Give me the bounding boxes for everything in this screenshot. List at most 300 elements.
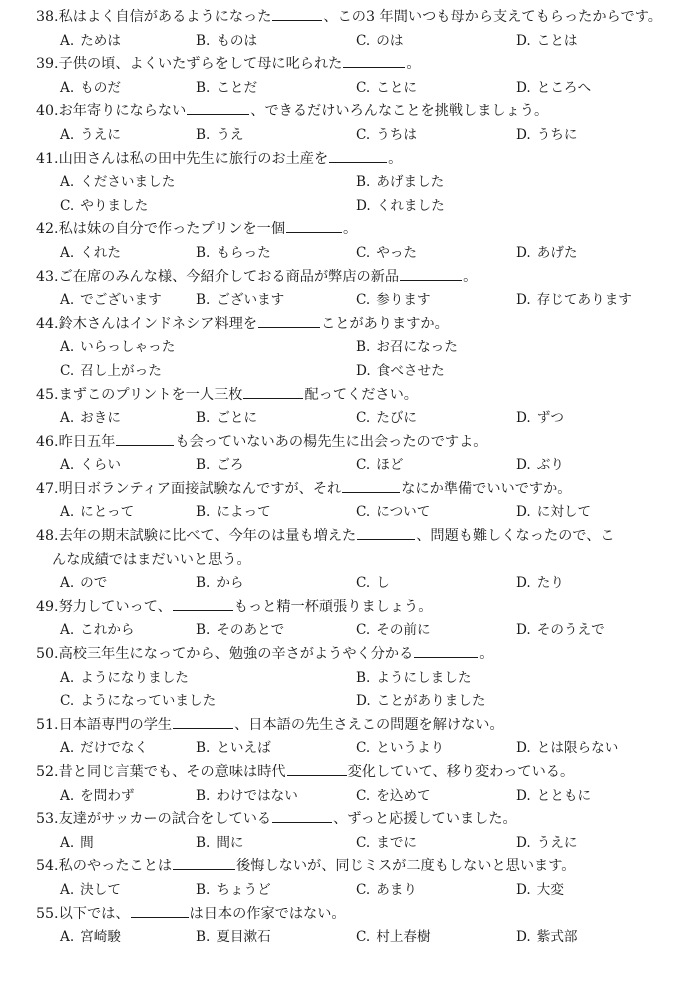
stem-text-before: 山田さんは私の田中先生に旅行のお土産を [58, 150, 329, 167]
option-letter: D. [516, 881, 531, 898]
question-number: 46. [36, 433, 59, 450]
answer-option[interactable] [356, 124, 417, 148]
option-text: とともに [536, 787, 592, 804]
answer-option[interactable] [60, 667, 189, 691]
option-letter: B. [196, 929, 211, 946]
answer-option[interactable] [516, 77, 591, 101]
answer-option[interactable] [356, 785, 431, 809]
answer-option[interactable] [356, 195, 445, 219]
option-text: 決して [80, 881, 121, 898]
question-number: 55. [36, 905, 59, 922]
option-text: たびに [376, 410, 418, 427]
answer-option[interactable] [516, 926, 578, 950]
answer-option[interactable] [356, 30, 403, 54]
option-letter: D. [356, 362, 371, 379]
option-letter: A. [60, 79, 75, 96]
stem-text-before: お年寄りにならない [58, 103, 187, 120]
answer-option[interactable] [196, 619, 284, 643]
option-letter: D. [516, 575, 531, 592]
answer-option[interactable] [356, 360, 445, 384]
stem-text-after: 、ずっと応援していました。 [333, 811, 517, 828]
stem-text-before: 子供の頃、よくいたずらをして母に叱られた [58, 56, 343, 73]
option-text: というより [376, 740, 445, 757]
options-row [36, 289, 688, 313]
stem-text-continued: んな成績ではまだいいと思う。 [52, 551, 251, 568]
answer-option[interactable] [356, 879, 417, 903]
options-row [36, 336, 688, 360]
option-text: やった [376, 244, 418, 261]
answer-option[interactable] [60, 124, 121, 148]
option-letter: B. [196, 740, 211, 757]
question-stem [36, 53, 688, 77]
answer-option[interactable] [356, 501, 430, 525]
option-letter: C. [356, 457, 371, 474]
question-stem [36, 384, 688, 408]
answer-blank[interactable] [243, 385, 303, 399]
stem-text-after: 。 [388, 150, 403, 167]
answer-option[interactable] [196, 289, 284, 313]
stem-text-after: 、この3 年間いつも母から支えてもらったからです。 [323, 9, 662, 25]
answer-option[interactable] [60, 926, 121, 950]
option-letter: C. [356, 881, 371, 898]
option-text: うえに [536, 834, 578, 851]
options-row [36, 785, 688, 809]
option-letter: C. [60, 693, 75, 710]
answer-option[interactable] [196, 737, 271, 761]
option-letter: A. [60, 292, 75, 309]
option-text: によって [216, 504, 271, 521]
option-text: 参ります [376, 292, 431, 309]
answer-option[interactable] [60, 77, 121, 101]
option-letter: D. [516, 929, 531, 946]
option-text: ようになりました [80, 669, 189, 686]
option-text: でございます [80, 292, 162, 309]
option-letter: D. [516, 126, 531, 143]
option-text: あげました [376, 174, 445, 191]
answer-option[interactable] [516, 124, 578, 148]
option-text: いらっしゃった [80, 339, 176, 356]
option-text: もらった [216, 244, 271, 261]
option-letter: B. [356, 669, 371, 686]
option-letter: B. [196, 79, 211, 96]
options-row [36, 667, 688, 691]
stem-text-after: ことがありますか。 [321, 315, 449, 332]
option-text: くらい [80, 457, 121, 474]
answer-option[interactable] [60, 195, 148, 219]
answer-option[interactable] [60, 879, 121, 903]
answer-option[interactable] [356, 289, 431, 313]
answer-option[interactable] [356, 690, 486, 714]
option-letter: A. [60, 740, 75, 757]
question-number: 45. [36, 386, 59, 403]
answer-option[interactable] [196, 785, 298, 809]
option-text: 召し上がった [80, 362, 162, 379]
option-letter: D. [516, 622, 531, 639]
option-letter: D. [516, 79, 531, 96]
options-row [36, 30, 688, 54]
answer-option[interactable] [60, 407, 121, 431]
options-row [36, 124, 688, 148]
option-letter: A. [60, 457, 75, 474]
stem-text-before: 私は妹の自分で作ったプリンを一個 [58, 221, 286, 238]
stem-text-before: 高校三年生になってから、勉強の辛さがようやく分かる [58, 646, 414, 663]
option-letter: B. [196, 292, 211, 309]
option-letter: C. [356, 126, 371, 143]
answer-option[interactable] [196, 454, 244, 478]
option-letter: A. [60, 32, 75, 49]
option-letter: A. [60, 622, 75, 639]
options-row [36, 242, 688, 266]
option-letter: A. [60, 339, 75, 356]
options-row [36, 926, 688, 950]
option-text: あげた [536, 244, 578, 261]
options-row [36, 879, 688, 903]
answer-blank[interactable] [414, 644, 478, 658]
option-text: うえ [216, 126, 244, 143]
question-stem [36, 148, 688, 172]
answer-option[interactable] [356, 454, 403, 478]
answer-option[interactable] [60, 572, 107, 596]
question-number: 51. [36, 716, 59, 733]
answer-option[interactable] [516, 832, 578, 856]
option-text: その前に [376, 622, 431, 639]
answer-blank[interactable] [343, 54, 405, 68]
stem-text-before: 昨日五年 [58, 433, 116, 450]
option-text: 存じてあります [536, 292, 632, 309]
options-row [36, 737, 688, 761]
option-letter: B. [356, 174, 371, 191]
option-letter: C. [356, 504, 371, 521]
option-letter: C. [356, 32, 371, 49]
options-row [36, 501, 688, 525]
answer-blank[interactable] [272, 809, 332, 823]
answer-option[interactable] [196, 124, 244, 148]
answer-option[interactable] [60, 737, 148, 761]
option-letter: B. [356, 339, 371, 356]
answer-option[interactable] [60, 360, 162, 384]
option-text: ようになっていました [80, 693, 217, 710]
option-letter: D. [516, 244, 531, 261]
question-stem [36, 808, 688, 832]
option-letter: A. [60, 410, 75, 427]
answer-blank[interactable] [173, 597, 233, 611]
option-letter: A. [60, 669, 75, 686]
answer-option[interactable] [196, 832, 244, 856]
answer-option[interactable] [356, 336, 458, 360]
question-stem [36, 903, 688, 927]
option-letter: B. [196, 881, 211, 898]
question-stem [36, 761, 688, 785]
answer-option[interactable] [356, 737, 444, 761]
option-text: に対して [536, 504, 592, 521]
option-text: ちょうど [216, 881, 271, 898]
option-text: にとって [80, 504, 135, 521]
option-text: わけではない [216, 787, 298, 804]
option-letter: B. [196, 244, 211, 261]
stem-text-after: 、できるだけいろんなことを挑戦しましょう。 [250, 103, 549, 120]
answer-option[interactable] [60, 690, 216, 714]
option-letter: C. [356, 834, 371, 851]
options-row [36, 572, 688, 596]
question-stem [36, 266, 688, 290]
option-text: ごとに [216, 410, 258, 427]
stem-text-after: も会っていないあの楊先生に出会ったのですよ。 [175, 433, 488, 450]
answer-blank[interactable] [329, 149, 387, 163]
question-number: 53. [36, 811, 59, 828]
option-letter: A. [60, 126, 75, 143]
option-text: 大変 [536, 881, 564, 898]
option-text: 紫式部 [536, 929, 578, 946]
answer-blank[interactable] [286, 219, 342, 233]
stem-text-before: 日本語専門の学生 [58, 716, 173, 733]
option-letter: B. [196, 126, 211, 143]
option-letter: A. [60, 244, 75, 261]
option-text: のは [376, 32, 404, 49]
answer-blank[interactable] [258, 314, 320, 328]
question-number: 47. [36, 480, 59, 497]
option-letter: D. [516, 740, 531, 757]
answer-option[interactable] [356, 407, 417, 431]
answer-option[interactable] [516, 289, 632, 313]
stem-text-before: ご在席のみんな様、今紹介しておる商品が弊店の新品 [58, 268, 400, 285]
option-text: うちは [376, 126, 418, 143]
option-text: から [216, 575, 244, 592]
option-text: 宮崎駿 [80, 929, 121, 946]
option-letter: C. [356, 575, 371, 592]
answer-option[interactable] [60, 336, 175, 360]
question-number: 50. [36, 646, 59, 663]
answer-option[interactable] [356, 619, 431, 643]
stem-text-before: 明日ボランティア面接試験なんですが、それ [58, 480, 342, 497]
options-row [36, 619, 688, 643]
option-letter: D. [356, 197, 371, 214]
answer-option[interactable] [196, 501, 271, 525]
answer-option[interactable] [356, 171, 444, 195]
option-text: くれました [376, 197, 445, 214]
option-letter: C. [356, 292, 371, 309]
option-text: といえば [216, 740, 271, 757]
answer-option[interactable] [196, 926, 271, 950]
answer-option[interactable] [60, 242, 121, 266]
question-stem [36, 431, 688, 455]
answer-blank[interactable] [400, 267, 462, 281]
option-letter: C. [356, 244, 371, 261]
question-stem [36, 313, 688, 337]
answer-option[interactable] [516, 619, 605, 643]
stem-text-after: 、日本語の先生さえこの問題を解けない。 [234, 716, 504, 733]
answer-option[interactable] [60, 30, 121, 54]
answer-blank[interactable] [287, 762, 347, 776]
answer-blank[interactable] [173, 715, 233, 729]
question-number: 39. [36, 56, 59, 73]
options-row [36, 832, 688, 856]
answer-option[interactable] [516, 454, 564, 478]
option-letter: C. [356, 410, 371, 427]
answer-option[interactable] [516, 501, 591, 525]
stem-text-after: もっと精一杯頑張りましょう。 [233, 598, 433, 615]
stem-text-before: 私のやったことは [58, 858, 173, 875]
option-letter: A. [60, 575, 75, 592]
stem-text-before: 鈴木さんはインドネシア料理を [58, 315, 258, 332]
answer-option[interactable] [60, 832, 94, 856]
option-text: くれた [80, 244, 121, 261]
answer-option[interactable] [356, 242, 417, 266]
option-letter: D. [516, 410, 531, 427]
options-row [36, 360, 688, 384]
option-letter: D. [516, 787, 531, 804]
answer-option[interactable] [516, 407, 564, 431]
answer-blank[interactable] [173, 856, 235, 870]
stem-text-after: 変化していて、移り変わっている。 [347, 764, 575, 780]
option-letter: A. [60, 834, 75, 851]
option-text: ございます [216, 292, 285, 309]
option-letter: D. [516, 457, 531, 474]
answer-option[interactable] [60, 785, 135, 809]
option-letter: A. [60, 929, 75, 946]
stem-text-after: 。 [479, 646, 494, 663]
stem-text-after: 。 [406, 56, 421, 73]
option-text: あまり [376, 881, 418, 898]
option-letter: C. [356, 787, 371, 804]
option-text: について [376, 504, 431, 521]
question-number: 43. [36, 268, 59, 285]
option-letter: D. [516, 292, 531, 309]
option-text: ところへ [536, 79, 592, 96]
stem-text-before: 友達がサッカーの試合をしている [58, 811, 272, 828]
answer-option[interactable] [516, 785, 591, 809]
answer-option[interactable] [60, 171, 175, 195]
answer-option[interactable] [516, 30, 578, 54]
answer-option[interactable] [196, 77, 257, 101]
stem-text-after: 配ってください。 [304, 386, 418, 403]
answer-option[interactable] [516, 879, 564, 903]
answer-blank[interactable] [357, 526, 415, 540]
stem-text-after: 。 [343, 221, 358, 238]
stem-text-before: まずこのプリントを一人三枚 [58, 386, 243, 403]
option-text: ほど [376, 457, 404, 474]
option-letter: B. [196, 32, 211, 49]
answer-blank[interactable] [131, 904, 189, 918]
option-text: を問わず [80, 787, 135, 804]
option-text: ぶり [536, 457, 564, 474]
answer-option[interactable] [356, 832, 417, 856]
answer-option[interactable] [60, 454, 121, 478]
question-number: 42. [36, 221, 59, 238]
answer-option[interactable] [60, 501, 134, 525]
option-letter: B. [196, 622, 211, 639]
option-letter: C. [356, 622, 371, 639]
options-row [36, 171, 688, 195]
answer-option[interactable] [196, 242, 271, 266]
answer-option[interactable] [196, 572, 244, 596]
options-row [36, 690, 688, 714]
answer-blank[interactable] [342, 479, 400, 493]
option-letter: D. [516, 834, 531, 851]
option-text: 間 [80, 834, 94, 851]
stem-text-before: 去年の期末試験に比べて、今年のは量も増えた [58, 528, 357, 545]
question-stem [36, 6, 688, 30]
answer-blank[interactable] [116, 432, 174, 446]
option-text: ためは [80, 32, 121, 49]
answer-option[interactable] [60, 619, 135, 643]
option-letter: A. [60, 504, 75, 521]
option-letter: D. [516, 32, 531, 49]
answer-option[interactable] [356, 926, 431, 950]
stem-text-after: は日本の作家ではない。 [189, 905, 346, 922]
option-letter: C. [60, 197, 75, 214]
question-stem [36, 525, 688, 572]
answer-blank[interactable] [187, 101, 249, 115]
options-row [36, 77, 688, 101]
option-text: これから [80, 622, 135, 639]
option-text: までに [376, 834, 418, 851]
option-text: ものだ [80, 79, 121, 96]
question-number: 49. [36, 598, 59, 615]
option-letter: B. [196, 504, 211, 521]
option-text: おきに [80, 410, 121, 427]
option-text: ことだ [216, 79, 258, 96]
option-text: ので [80, 575, 108, 592]
option-letter: C. [356, 79, 371, 96]
answer-option[interactable] [516, 737, 618, 761]
option-text: だけでなく [80, 740, 149, 757]
options-row [36, 407, 688, 431]
option-text: 間に [216, 834, 244, 851]
option-letter: B. [196, 575, 211, 592]
answer-option[interactable] [516, 572, 564, 596]
option-text: ずつ [536, 410, 564, 427]
option-text: ことに [376, 79, 418, 96]
answer-option[interactable] [356, 667, 471, 691]
option-letter: B. [196, 834, 211, 851]
option-text: ことがありました [376, 693, 486, 710]
question-stem [36, 714, 688, 738]
stem-text-before: 努力していって、 [58, 598, 172, 615]
option-text: 食べさせた [376, 362, 445, 379]
options-row [36, 195, 688, 219]
option-text: ものは [216, 32, 258, 49]
answer-option[interactable] [516, 242, 578, 266]
answer-option[interactable] [356, 572, 390, 596]
option-letter: A. [60, 787, 75, 804]
stem-text-after: 後悔しないが、同じミスが二度もしないと思います。 [236, 858, 576, 875]
stem-text-before: 以下では、 [58, 905, 130, 922]
answer-option[interactable] [60, 289, 162, 313]
question-number: 44. [36, 315, 59, 332]
answer-option[interactable] [196, 879, 271, 903]
option-text: ようにしました [376, 669, 472, 686]
stem-text-after: 。 [463, 268, 478, 285]
option-letter: C. [356, 929, 371, 946]
option-text: やりました [80, 197, 149, 214]
option-letter: A. [60, 174, 75, 191]
stem-text-after: 、問題も難しくなったので、こ [416, 528, 615, 545]
question-stem [36, 596, 688, 620]
answer-option[interactable] [196, 30, 257, 54]
question-stem [36, 100, 688, 124]
stem-text-after: なにか準備でいいですか。 [401, 480, 572, 497]
option-letter: C. [60, 362, 75, 379]
answer-option[interactable] [356, 77, 417, 101]
option-letter: D. [356, 693, 371, 710]
answer-option[interactable] [196, 407, 257, 431]
answer-blank[interactable] [272, 7, 322, 21]
option-text: そのあとで [216, 622, 285, 639]
question-number: 41. [36, 150, 59, 167]
option-text: 村上春樹 [376, 929, 431, 946]
option-text: うえに [80, 126, 121, 143]
option-text: ことは [536, 32, 578, 49]
